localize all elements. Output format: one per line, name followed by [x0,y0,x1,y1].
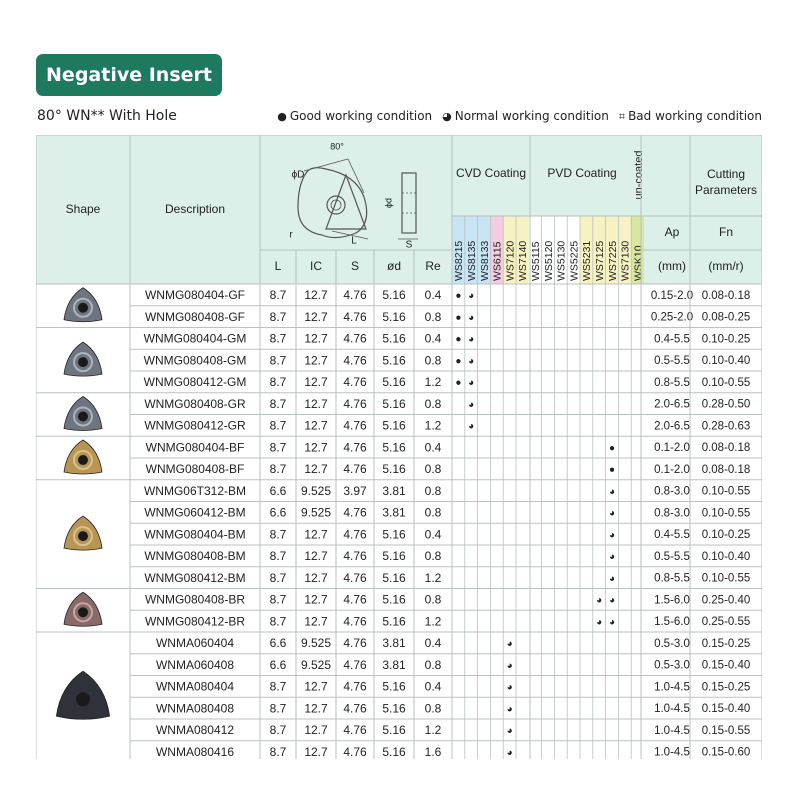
dimension-value: 8.7 [269,744,287,759]
dimension-value: 5.16 [382,549,406,564]
dimension-value: 4.76 [343,701,367,716]
dimension-value: 4.76 [343,657,367,672]
dimension-value: 12.7 [304,570,328,585]
dimension-value: 3.81 [382,483,406,498]
dimension-value: 0.4 [424,288,442,303]
dimension-value: 9.525 [300,657,332,672]
condition-mark: ● [455,355,462,367]
condition-mark: ◕ [608,508,616,520]
fn-value: 0.10-0.40 [701,355,751,368]
dimension-value: 12.7 [304,353,328,368]
fn-value: 0.10-0.55 [701,485,751,498]
dimension-value: 5.16 [382,375,406,390]
product-code: WNMA080404 [155,679,235,694]
dimension-value: 4.76 [343,309,367,324]
grade-label: WS7140 [517,240,530,281]
ap-value: 1.0-4.5 [654,703,690,716]
dimension-value: 12.7 [304,375,328,390]
grade-label: WS6115 [491,241,504,281]
dimension-value: 12.7 [304,527,328,542]
dimension-value: 8.7 [269,462,287,477]
dimension-value: 0.4 [424,636,442,651]
grade-label: WSK10 [632,245,645,281]
product-code: WNMG080412-BM [144,570,246,585]
dimension-value: 0.8 [424,549,442,564]
grade-label: WS5225 [568,240,581,281]
dimension-value: 4.76 [343,679,367,694]
ap-value: 1.5-6.0 [654,616,690,629]
dimension-value: 9.525 [300,483,332,498]
dimension-value: 8.7 [269,375,287,390]
ap-value: 0.1-2.0 [654,463,690,476]
dimension-value: 8.7 [269,527,287,542]
dimension-value: 0.4 [424,440,442,455]
fn-value: 0.10-0.55 [701,376,751,389]
condition-mark: ◕ [608,595,616,607]
condition-mark: ◕ [506,747,513,759]
dimension-header: Re [425,259,441,274]
dimension-value: 4.76 [343,396,367,411]
product-code: WNMA080412 [155,723,235,738]
dimension-value: 9.525 [300,636,332,651]
condition-mark: ◕ [608,616,616,628]
diagram-angle-label: 80° [330,141,344,152]
ap-value: 0.8-3.0 [654,485,690,498]
product-code: WNMG080408-BF [145,462,245,477]
dimension-value: 0.4 [424,527,442,542]
condition-mark: ● [455,334,462,346]
grade-label: WS5115 [529,241,542,281]
insert-subtitle: 80° WN** With Hole [37,108,177,124]
product-code: WNMA080408 [155,701,235,716]
condition-mark: ◕ [506,682,513,694]
dimension-value: 8.7 [269,353,287,368]
dimension-value: 3.97 [343,483,367,498]
ap-value: 0.8-5.5 [654,376,690,389]
dimension-value: 4.76 [343,549,367,564]
dimension-value: 4.76 [343,592,367,607]
condition-mark: ◕ [468,355,475,367]
dimension-value: 8.7 [269,549,287,564]
dimension-value: 6.6 [269,483,287,498]
ap-value: 1.0-4.5 [654,724,690,737]
dimension-value: 5.16 [382,701,406,716]
grade-label: WS5231 [581,240,594,281]
legend-bad: ⌗ Bad working condition [618,109,762,123]
grade-label: WS7120 [504,240,517,281]
dimension-value: 0.8 [424,396,442,411]
dimension-value: 4.76 [343,636,367,651]
grade-label: WS8215 [453,240,466,281]
condition-mark: ◕ [506,660,513,672]
condition-mark: ◕ [468,399,475,411]
fn-value: 0.10-0.40 [701,550,751,563]
dimension-header: L [274,259,282,274]
dimension-value: 12.7 [304,744,328,759]
dimension-value: 8.7 [269,614,287,629]
dimension-value: 12.7 [304,396,328,411]
dimension-value: 8.7 [269,288,287,303]
dimension-value: 0.8 [424,353,442,368]
dimension-value: 5.16 [382,679,406,694]
dimension-value: 1.2 [424,723,442,738]
diagram-S-label: S [405,239,413,251]
product-code: WNMG080412-BR [144,614,246,629]
fn-value: 0.15-0.55 [701,724,751,737]
dimension-value: 1.2 [424,375,442,390]
fn-value: 0.25-0.55 [701,616,751,629]
dimension-value: 12.7 [304,614,328,629]
dimension-value: 8.7 [269,723,287,738]
ap-value: 0.15-2.0 [650,289,694,302]
dimension-value: 12.7 [304,309,328,324]
fn-value: 0.15-0.40 [701,703,751,716]
product-code: WNMG080404-GM [143,331,247,346]
product-code: WNMA080416 [155,744,235,759]
fn-value: 0.15-0.40 [701,659,751,672]
ap-value: 0.5-5.5 [654,550,690,563]
product-code: WNMG080408-GR [144,396,246,411]
dimension-header: IC [310,259,322,274]
dimension-value: 8.7 [269,592,287,607]
condition-mark: ◕ [468,421,475,433]
dimension-value: 1.2 [424,570,442,585]
ap-value: 0.8-3.0 [654,507,690,520]
ap-value: 1.0-4.5 [654,746,690,759]
ap-value: 0.4-5.5 [654,333,690,346]
fn-value: 0.08-0.18 [701,442,751,455]
dimension-value: 4.76 [343,353,367,368]
dimension-value: 8.7 [269,679,287,694]
fn-value: 0.08-0.25 [701,311,751,324]
grade-label: WS7225 [606,240,619,281]
dimension-value: 12.7 [304,462,328,477]
dimension-value: 0.8 [424,701,442,716]
dimension-value: 6.6 [269,505,287,520]
condition-mark: ◕ [608,573,616,585]
condition-mark: ◕ [596,595,603,607]
dimension-value: 5.16 [382,288,406,303]
product-code: WNMG080404-GF [144,288,246,303]
fn-value: 0.28-0.50 [701,398,751,411]
grade-label: WS7125 [593,240,606,281]
condition-mark: ◕ [506,703,513,715]
dimension-value: 0.4 [424,331,442,346]
dimension-value: 4.76 [343,331,367,346]
dimension-value: 0.8 [424,483,442,498]
dimension-value: 3.81 [382,657,406,672]
ap-value: 0.5-3.0 [654,659,690,672]
dimension-value: 12.7 [304,418,328,433]
condition-mark: ● [455,377,462,389]
condition-mark: ● [455,290,462,302]
dimension-value: 4.76 [343,527,367,542]
grade-label: WS8135 [465,240,478,281]
condition-legend [277,109,762,124]
dimension-value: 4.76 [343,505,367,520]
dimension-value: 0.8 [424,592,442,607]
dimension-value: 5.16 [382,331,406,346]
dimension-value: 0.4 [424,679,442,694]
pvd-coating-header: PVD Coating [547,166,617,181]
dimension-value: 5.16 [382,723,406,738]
dimension-value: 5.16 [382,396,406,411]
dimension-value: 6.6 [269,657,287,672]
fn-value: 0.10-0.55 [701,507,751,520]
condition-mark: ◕ [468,290,475,302]
dimension-value: 12.7 [304,440,328,455]
description-header: Description [164,202,226,217]
dimension-value: 8.7 [269,396,287,411]
dimension-value: 12.7 [304,592,328,607]
grade-label: WS8133 [478,240,491,281]
dimension-value: 8.7 [269,570,287,585]
ap-value: 0.1-2.0 [654,442,690,455]
diagram-D-label: ϕD [291,169,305,181]
grade-label: WS5130 [555,240,568,281]
dimension-value: 5.16 [382,440,406,455]
ap-value: 2.0-6.5 [654,398,690,411]
ap-header: Ap [664,225,680,240]
dimension-value: 0.8 [424,309,442,324]
ap-value: 1.0-4.5 [654,681,690,694]
dimension-value: 4.76 [343,288,367,303]
product-code: WNMG080412-GM [143,375,247,390]
dimension-value: 4.76 [343,570,367,585]
condition-mark: ◕ [608,529,616,541]
dimension-value: 12.7 [304,331,328,346]
diagram-L-label: L [351,235,357,247]
legend-normal: ◕ Normal working condition [442,109,609,123]
fn-value: 0.08-0.18 [701,289,751,302]
dimension-value: 1.2 [424,418,442,433]
dimension-header: ød [386,259,402,274]
product-code: WNMA060408 [155,657,235,672]
diagram-d-label: ϕd [383,197,394,209]
fn-header: Fn [718,225,734,240]
product-code: WNMG06T312-BM [143,483,247,498]
fn-unit: (mm/r) [708,259,744,274]
product-code: WNMG080408-BM [144,549,246,564]
product-code: WNMA060404 [155,636,235,651]
dimension-value: 4.76 [343,462,367,477]
dimension-value: 8.7 [269,418,287,433]
cvd-coating-header: CVD Coating [455,166,527,181]
dimension-value: 4.76 [343,614,367,629]
condition-mark: ◕ [506,638,513,650]
fn-value: 0.10-0.25 [701,333,751,346]
dimension-value: 9.525 [300,505,332,520]
fn-value: 0.15-0.25 [701,681,751,694]
product-code: WNMG080412-GR [144,418,246,433]
insert-specification-table [36,135,762,759]
condition-mark: ◕ [468,312,475,324]
dimension-value: 0.8 [424,657,442,672]
dimension-value: 4.76 [343,418,367,433]
condition-mark: ◕ [468,334,475,346]
shape-header: Shape [65,202,101,217]
dimension-value: 3.81 [382,505,406,520]
section-title-badge: Negative Insert [36,54,222,96]
dimension-value: 3.81 [382,636,406,651]
fn-value: 0.28-0.63 [701,420,751,433]
fn-value: 0.10-0.25 [701,529,751,542]
product-code: WNMG080408-GF [144,309,246,324]
dimension-value: 5.16 [382,462,406,477]
ap-value: 0.5-5.5 [654,355,690,368]
product-code: WNMG080408-GM [143,353,247,368]
dimension-value: 12.7 [304,701,328,716]
dimension-value: 0.8 [424,462,442,477]
condition-mark: ● [608,442,616,454]
dimension-value: 12.7 [304,288,328,303]
legend-good: ● Good working condition [277,109,433,123]
dimension-value: 5.16 [382,744,406,759]
dimension-value: 1.6 [424,744,442,759]
product-code: WNMG060412-BM [144,505,246,520]
uncoated-header: un-coated [632,150,645,200]
fn-value: 0.08-0.18 [701,463,751,476]
dimension-value: 4.76 [343,744,367,759]
dimension-value: 5.16 [382,592,406,607]
dimension-value: 8.7 [269,331,287,346]
fn-value: 0.10-0.55 [701,572,751,585]
dimension-value: 12.7 [304,679,328,694]
fn-value: 0.15-0.25 [701,637,751,650]
ap-value: 0.5-3.0 [654,637,690,650]
ap-value: 1.5-6.0 [654,594,690,607]
product-code: WNMG080404-BM [144,527,246,542]
dimension-value: 5.16 [382,309,406,324]
fn-value: 0.25-0.40 [701,594,751,607]
ap-value: 0.4-5.5 [654,529,690,542]
dimension-value: 8.7 [269,440,287,455]
condition-mark: ◕ [608,486,616,498]
dimension-value: 5.16 [382,614,406,629]
condition-mark: ◕ [608,551,616,563]
diagram-r-label: r [289,229,293,241]
dimension-value: 12.7 [304,723,328,738]
product-code: WNMG080408-BR [144,592,246,607]
product-code: WNMG080404-BF [145,440,245,455]
dimension-value: 0.8 [424,505,442,520]
grade-label: WS5120 [542,240,555,281]
dimension-value: 5.16 [382,353,406,368]
dimension-header: S [350,259,360,274]
dimension-value: 4.76 [343,375,367,390]
condition-mark: ● [455,312,462,324]
condition-mark: ◕ [468,377,475,389]
cutting-parameters-header: Parameters [694,183,758,198]
dimension-value: 1.2 [424,614,442,629]
dimension-value: 4.76 [343,723,367,738]
ap-value: 0.8-5.5 [654,572,690,585]
dimension-value: 5.16 [382,418,406,433]
dimension-value: 5.16 [382,527,406,542]
cutting-parameters-header: Cutting [706,167,746,182]
ap-value: 0.25-2.0 [650,311,694,324]
condition-mark: ◕ [596,616,603,628]
fn-value: 0.15-0.60 [701,746,751,759]
dimension-value: 12.7 [304,549,328,564]
condition-mark: ◕ [506,725,513,737]
condition-mark: ● [608,464,616,476]
grade-label: WS7130 [619,240,632,281]
dimension-value: 4.76 [343,440,367,455]
ap-unit: (mm) [658,259,686,274]
dimension-value: 8.7 [269,309,287,324]
dimension-value: 5.16 [382,570,406,585]
dimension-value: 6.6 [269,636,287,651]
dimension-value: 8.7 [269,701,287,716]
ap-value: 2.0-6.5 [654,420,690,433]
